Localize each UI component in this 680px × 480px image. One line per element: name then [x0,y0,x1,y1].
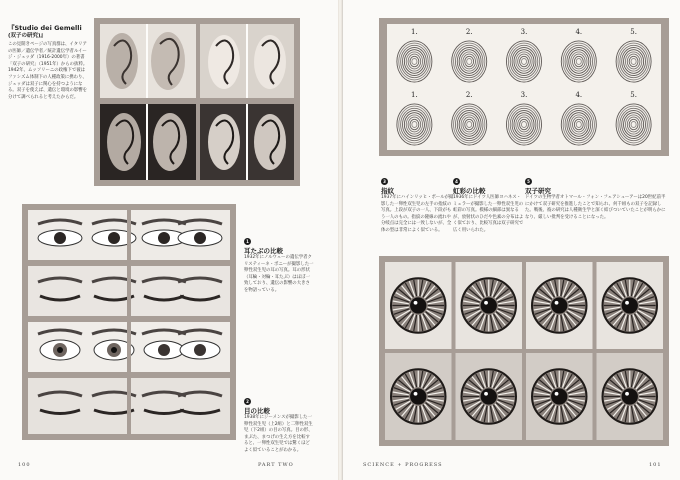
eye-plate [22,204,236,440]
caption-number-badge: 1 [244,238,251,245]
page-number-right: 101 [649,462,662,468]
eye-photo [28,266,230,316]
fingerprint-grid [387,24,661,150]
fingerprint-label: 2. [465,28,473,36]
fingerprint-label: 1. [411,28,418,36]
fingerprint [397,104,432,145]
iris-photo [597,262,664,349]
intro-block [8,24,88,101]
iris-photo [456,353,523,440]
iris-grid [385,262,663,440]
fingerprint [616,104,651,145]
caption-fingerprints-body: 1937年にハインリッヒ・ポールが撮影した一卵性双生児の左手の指紋の写真。上段が双子の一人、下段がもう一人のもの。指紋の隆線の流れや分岐点は完全には一致しないが、全体の型は非常によく似ている。 [381,195,454,233]
caption-ears [244,228,314,295]
fingerprint-label: 5. [630,28,637,36]
intro-title: 『Studio dei Gemelli [8,24,82,32]
caption-iris [453,168,525,235]
right-page [342,0,680,480]
fingerprint [397,41,432,82]
left-page [0,0,339,480]
eye-photo [28,378,230,434]
intro-subtitle: (双子の研究)』 [8,33,47,39]
fingerprint-card [387,24,661,150]
iris-photo [385,353,452,440]
caption-fingerprints-title: 指紋 [381,187,394,195]
caption-iris-body: 1936年にドイツ人医師ヨハネス・ミュラーが撮影した一卵性双生児の虹彩の写真。模様の細部は異なるが、放射状のひだや色素の分布はよく似ており、比較写真は双子研究で広く用いられた。 [453,195,524,233]
ear-plate [94,18,300,186]
fingerprint-label: 5. [630,91,637,99]
fingerprint [561,104,596,145]
intro-body: この見開きページの写真群は、イタリアの医師／遺伝学者／統計遺伝学者ルイージ・ジェッダ（1916-2000年）の著書「双子の研究」（1951年）からの抜粋。1942年、ムッソリーニの政権下で彼はファシズム体制下の人種政策に携わり、ジェッダは双子に関心を持つようになる。双子を使えば、遺伝と環境の影響を分けて調べられると考えたからだ。 [8,42,88,100]
caption-iris-title: 虹彩の比較 [453,187,486,195]
ear-photo [100,104,196,180]
fingerprint [616,41,651,82]
ear-photo [200,24,294,98]
iris-photo [385,262,452,349]
caption-ears-title: 耳たぶの比較 [244,247,283,255]
caption-eyes [244,388,314,455]
page-number-left: 100 [18,462,31,468]
caption-fingerprints [381,168,455,235]
caption-number-badge: 2 [244,398,251,405]
iris-photo [456,262,523,349]
fingerprint-label: 4. [575,91,583,99]
caption-number-badge: 3 [381,178,388,185]
caption-number-badge: 5 [525,178,532,185]
caption-twin-research-title: 双子研究 [525,187,551,195]
iris-photo [597,353,664,440]
caption-eyes-body: 1938年にジーメンスが撮影した一卵性双生児（上2組）と二卵性双生児（下2組）の目の写真。目の形、まぶた、まつげの生え方を比較すると、一卵性双生児では驚くほどよく似ていることがわかる。 [244,415,313,453]
caption-ears-body: 1932年にノルウェーの遺伝学者クリスティーネ・ボニーが撮影した一卵性双生児の耳の写真。耳の形状（耳輪・対輪・耳たぶ）はほぼ一致しており、遺伝の影響の大きさを物語っている。 [244,255,314,293]
fingerprint-plate [379,18,669,156]
fingerprint [561,41,596,82]
iris-grid-svg [385,262,663,440]
caption-twin-research [525,168,667,221]
fingerprint [506,104,541,145]
fingerprint [452,41,487,82]
running-head-right: SCIENCE + PROGRESS [363,462,443,468]
eye-photo [28,210,230,260]
fingerprint [452,104,487,145]
running-head-left: PART TWO [258,462,294,468]
fingerprint-label: 3. [520,91,528,99]
caption-twin-research-body: ドイツの生物学者オトマール・フォン・フェアシューアーは20世紀前半にかけて双子研究を推進したことで知られ、何千組もの双子を記録した。戦後、彼の研究は人種衛生学と深く結びついていたことが明らかになり、厳しい批判を受けることになった。 [525,195,666,220]
fingerprint-label: 2. [465,91,473,99]
fingerprint [506,41,541,82]
fingerprint-label: 4. [575,28,583,36]
fingerprint-label: 1. [411,91,418,99]
iris-photo [526,353,593,440]
iris-photo [526,262,593,349]
caption-eyes-title: 目の比較 [244,407,270,415]
iris-plate [379,256,669,446]
eye-photo [28,322,230,372]
caption-number-badge: 4 [453,178,460,185]
ear-photo [100,24,196,98]
ear-photo [200,104,294,180]
fingerprint-label: 3. [520,28,528,36]
